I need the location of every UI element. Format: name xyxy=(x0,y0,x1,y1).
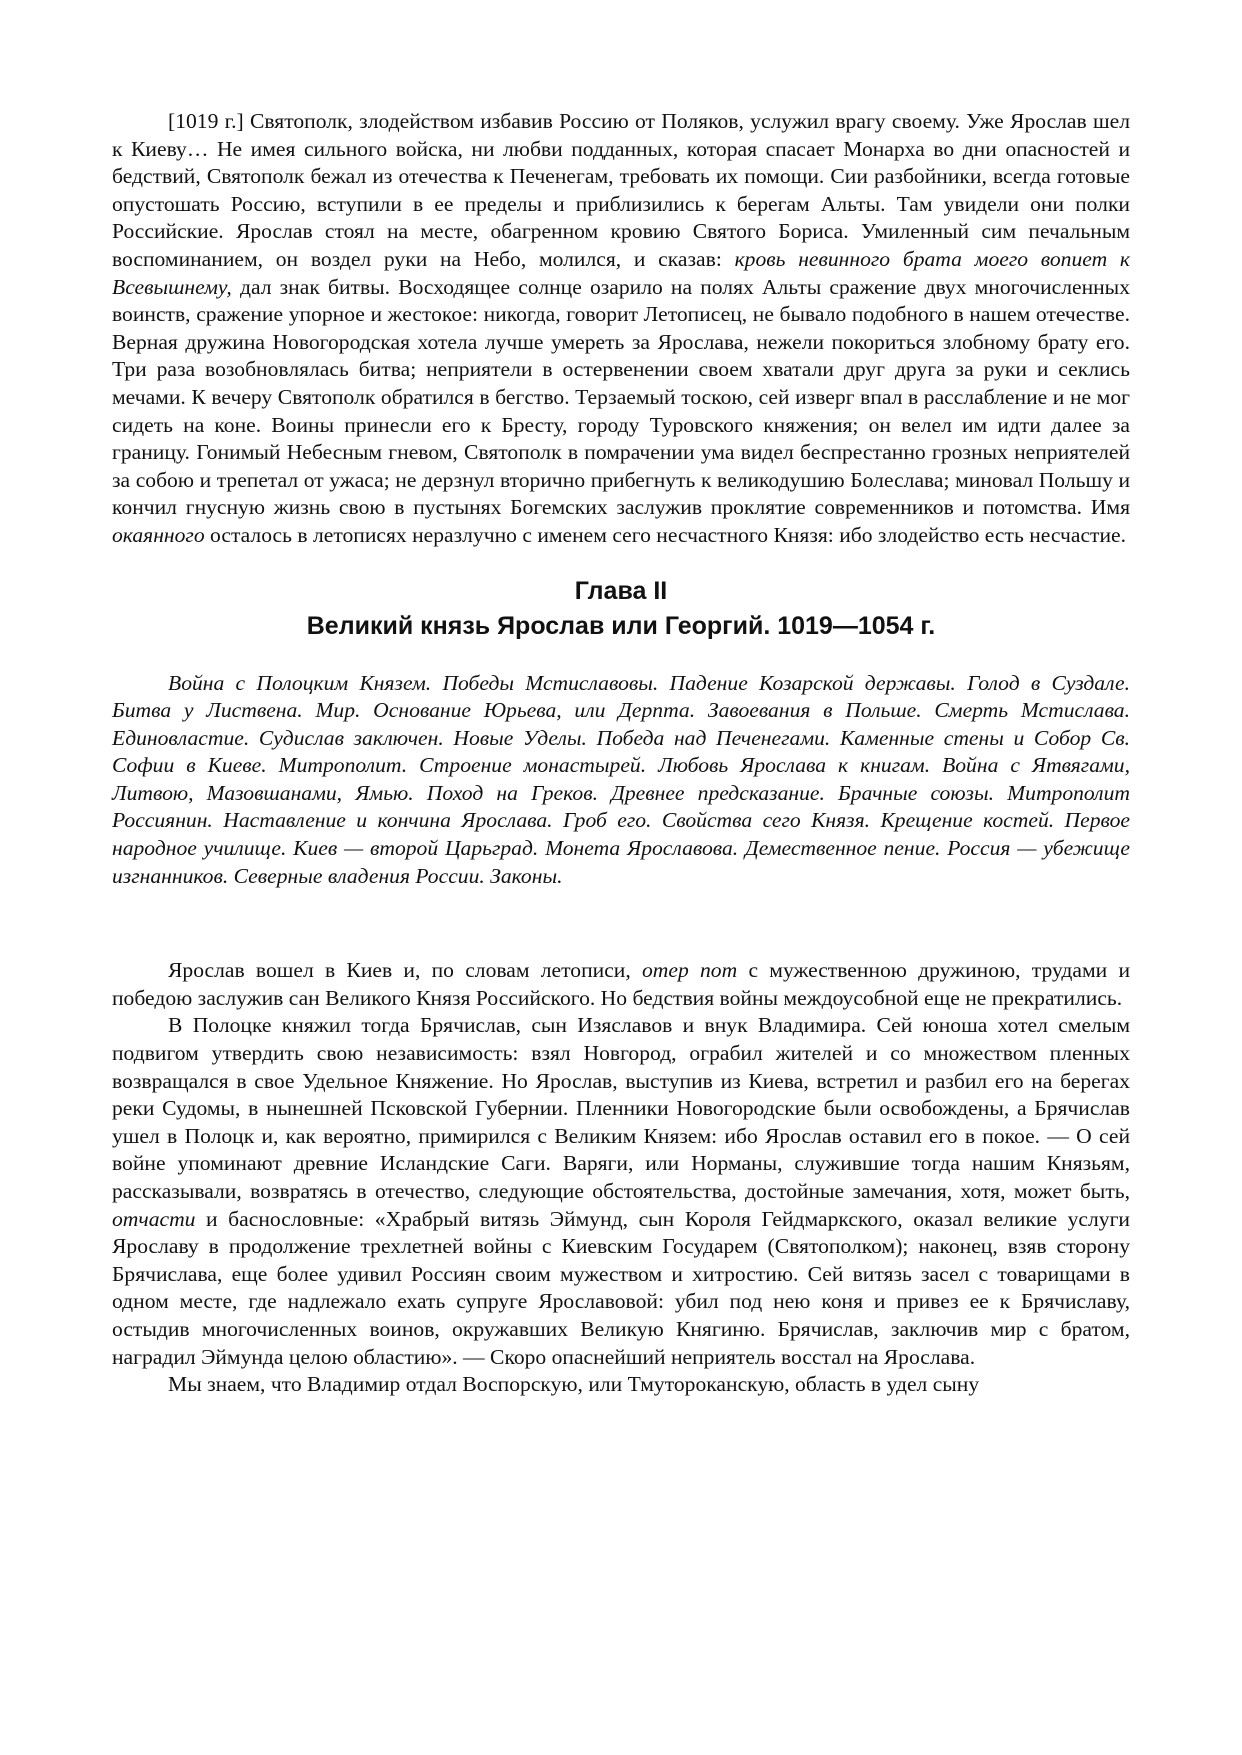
chapter-heading xyxy=(112,574,1130,644)
p1-text-1: Ярослав вошел в Киев и, по словам летописи, xyxy=(168,958,642,983)
p2-text-2: и баснословные: «Храбрый витязь Эймунд, сын Короля Гейдмаркского, оказал великие услуги Ярославу в продолжение трехлетней войны с Киевским Государем (Святополком); наконец, взяв сторону Брячислава, еще более удивил Россиян своим мужеством и хитростию. Сей витязь засел с товарищами в одном месте, где надлежало ехать супруге Ярославовой: убил под нею коня и привез ее к Брячиславу, остыдив многочисленных воинов, окружавших Великую Княгиню. Брячислав, заключив мир с братом, наградил Эймунда целою областию». — Скоро опаснейший неприятель восстал на Ярослава. xyxy=(112,1206,1130,1369)
intro-epithet: окаянного xyxy=(112,522,205,547)
chapter-summary: Война с Полоцким Князем. Победы Мстиславовы. Падение Козарской державы. Голод в Суздале. Битва у Листвена. Мир. Основание Юрьева, или Дерпта. Завоевания в Польше. Смерть Мстислава. Единовластие. Судислав заключен. Новые Уделы. Победа над Печенегами. Каменные стены и Собор Св. Софии в Киеве. Митрополит. Строение монастырей. Любовь Ярослава к книгам. Война с Ятвягами, Литвою, Мазовшанами, Ямью. Поход на Греков. Древнее предсказание. Брачные союзы. Митрополит Россиянин. Наставление и кончина Ярослава. Гроб его. Свойства сего Князя. Крещение костей. Первое народное училище. Киев — второй Царьград. Монета Ярославова. Демественное пение. Россия — убежище изгнанников. Северные владения России. Законы. xyxy=(112,670,1130,888)
p1-phrase: отер пот xyxy=(641,958,738,983)
chapter-number: Глава II xyxy=(574,576,668,605)
intro-text-1: [1019 г.] Святополк, злодейством избавив Россию от Поляков, услужил врагу своему. Уже Ярослав шел к Киеву… Не имея сильного войска, ни любви подданных, которая спасает Монарха во дни опасностей и бедствий, Святополк бежал из отечества к Печенегам, требовать их помощи. Сии разбойники, всегда готовые опустошать Россию, вступили в ее пределы и приблизились к берегам Альты. Там увидели они полки Российские. Ярослав стоял на месте, обагренном кровию Святого Бориса. Умиленный сим печальным воспоминанием, он воздел руки на Небо, молился, и сказав: xyxy=(112,109,1130,271)
intro-quote: кровь невинного брата моего вопиет к Всевышнему, xyxy=(112,246,1130,299)
body-paragraph-1 xyxy=(112,957,1130,1012)
p2-text-1: В Полоцке княжил тогда Брячислав, сын Изяславов и внук Владимира. Сей юноша хотел смелым подвигом утвердить свою независимость: взял Новгород, ограбил жителей и со множеством пленных возвращался в свое Удельное Княжение. Но Ярослав, выступив из Киева, встретил и разбил его на берегах реки Судомы, в нынешней Псковской Губернии. Пленники Новогородские были освобождены, а Брячислав ушел в Полоцк и, как вероятно, примирился с Великим Князем: ибо Ярослав оставил его в покое. — О сей войне упоминают древние Исландские Саги. Варяги, или Норманы, служившие тогда нашим Князьям, рассказывали, возвратясь в отечество, следующие обстоятельства, достойные замечания, хотя, может быть, xyxy=(112,1013,1130,1203)
body-paragraph-3: Мы знаем, что Владимир отдал Воспорскую, или Тмутороканскую, область в удел сыну xyxy=(168,1372,980,1397)
chapter-title: Великий князь Ярослав или Георгий. 1019—1054 г. xyxy=(306,611,936,640)
intro-text-2: дал знак битвы. Восходящее солнце озарило на полях Альты сражение двух многочисленных воинств, сражение упорное и жестокое: никогда, говорит Летописец, не бывало подобного в нашем отечестве. Верная дружина Новогородская хотела лучше умереть за Ярослава, нежели покориться злобному брату его. Три раза возобновлялась битва; неприятели в остервенении своем хватали друг друга за руки и секлись мечами. К вечеру Святополк обратился в бегство. Терзаемый тоскою, сей изверг впал в расслабление и не мог сидеть на коне. Воины принесли его к Бресту, городу Туровского княжения; он велел им идти далее за границу. Гонимый Небесным гневом, Святополк в помрачении ума видел беспрестанно грозных неприятелей за собою и трепетал от ужаса; не дерзнул вторично прибегнуть к великодушию Болеслава; миновал Польшу и кончил гнусную жизнь свою в пустынях Богемских заслужив проклятие современников и потомства. Имя xyxy=(112,274,1130,520)
intro-text-3: осталось в летописях неразлучно с именем сего несчастного Князя: ибо злодейство есть несчастие. xyxy=(204,522,1127,547)
p1-text-2: с мужественною дружиною, трудами и победою заслужив сан Великого Князя Российского. Но бедствия войны междоусобной еще не прекратились. xyxy=(112,958,1131,1010)
page xyxy=(112,108,1130,1399)
body-paragraph-2 xyxy=(112,1012,1130,1371)
intro-paragraph xyxy=(112,108,1130,550)
p2-word: отчасти xyxy=(112,1206,196,1231)
